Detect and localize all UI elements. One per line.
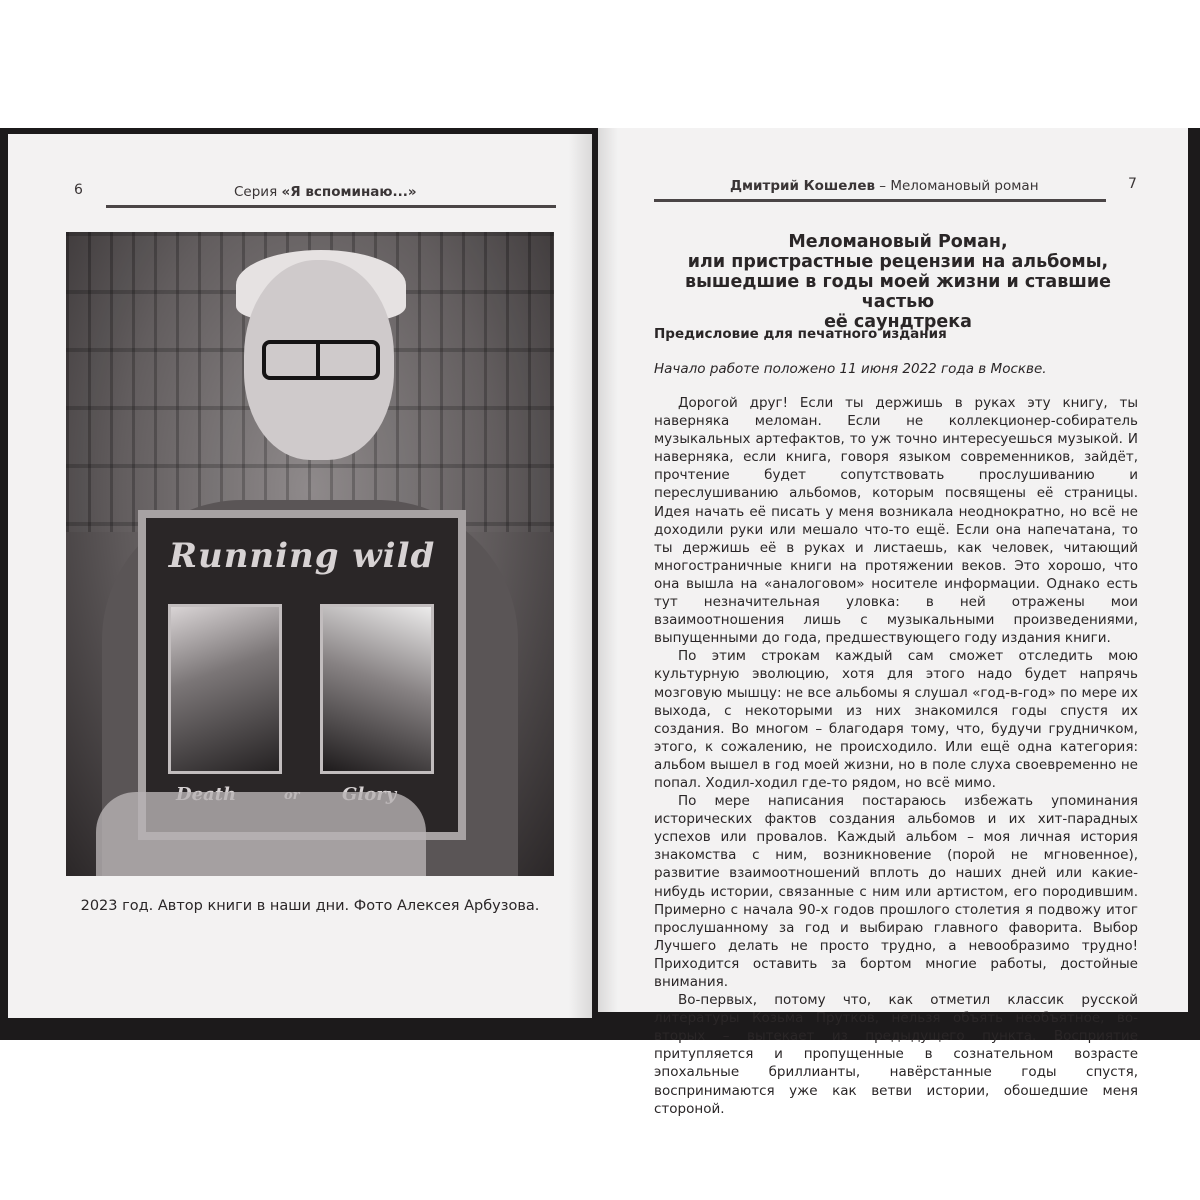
paragraph: По мере написания постараюсь избежать упоминания исторических фактов создания альбомов и их хит-парадных успехов или провалов. Каждый альбом – моя личная история знакомства с ним, возникновение (порой не мгновенное), развитие взаимоотношений вплоть до наших дней или какие-нибудь истории, связанные с ним или артистом, его породившим. Примерно с начала 90-х годов прошлого столетия я подвожу итог прослушанному за год и выбираю главного фаворита. Выбор Лучшего делать не просто трудно, а невообразимо трудно! Приходится оставить за бортом многие работы, достойные внимания. [654, 793, 1138, 990]
heading-line: или пристрастные рецензии на альбомы, [687, 252, 1109, 272]
album-left-panel [168, 604, 282, 774]
heading-line: её саундтрека [824, 312, 972, 332]
left-gutter-shadow [568, 134, 592, 1018]
paragraph: Дорогой друг! Если ты держишь в руках эту книгу, ты наверняка меломан. Если не коллекционер-собиратель музыкальных артефактов, то уж точно интересуешься музыкой. И наверняка, если книга, говоря языком современников, зайдёт, прочтение будет сопутствовать прослушиванию и переслушиванию альбомов, которым посвящены её страницы. Идея начать её писать у меня возникала неоднократно, но всё не доходили руки или мешало что-то ещё. Если она напечатана, то ты держишь её в руках и листаешь, как человек, читающий многостраничные книги на протяжении веков. Это хорошо, что она вышла на «аналоговом» носителе информации. Однако есть тут незначительная уловка: в ней отражены мои взаимоотношения лишь с музыкальными произведениями, выпущенными до года, предшествующего году издания книги. [654, 395, 1138, 647]
hands [96, 792, 426, 876]
right-page [598, 128, 1188, 1117]
heading-line: вышедшие в годы моей жизни и ставшие частью [685, 272, 1111, 312]
section-subheading: Предисловие для печатного издания [654, 326, 947, 342]
chapter-heading [648, 232, 1148, 332]
author-photo [66, 232, 554, 876]
author-name: Дмитрий Кошелев [730, 178, 876, 194]
album-right-panel [320, 604, 434, 774]
right-header-rule [654, 199, 1106, 202]
right-page-number: 7 [1128, 176, 1137, 192]
paragraph: Во-первых, потому что, как отметил классик русской литературы Козьма Прутков, нельзя объять необъятное, во-вторых – вытекает из предыдущего пункта. Восприятие притупляется и пропущенные в сознательном возрасте эпохальные бриллианты, навёрстанные годы спустя, воспринимаются уже как ветви истории, обошедшие меня стороной. [654, 992, 1138, 1117]
right-gutter-shadow [598, 128, 618, 1012]
right-running-head [598, 174, 1188, 202]
photo-caption: 2023 год. Автор книги в наши дни. Фото Алексея Арбузова. [80, 898, 540, 914]
series-name: «Я вспоминаю...» [281, 184, 417, 200]
album-cover [138, 510, 466, 840]
glasses [262, 340, 380, 380]
series-title: Серия «Я вспоминаю...» [234, 184, 417, 200]
left-header-rule [106, 205, 556, 208]
dateline: Начало работе положено 11 июня 2022 года в Москве. [654, 361, 1047, 377]
book-title-header: Дмитрий Кошелев – Меломановый роман [730, 178, 1039, 194]
left-running-head [8, 180, 592, 208]
paragraph: По этим строкам каждый сам сможет отследить мою культурную эволюцию, хотя для этого надо будет напрячь мозговую мышцу: не все альбомы я слушал «год-в-год» по мере их выхода, с некоторыми из них знакомился годы спустя их создания. Во многом – благодаря тому, что, будучи грудничком, этого, к сожалению, не происходило. Или ещё одна категория: альбом вышел в год моей жизни, но в поле слуха своевременно не попал. Ходил-ходил где-то рядом, но всё мимо. [654, 648, 1138, 791]
left-page [8, 134, 592, 1018]
album-band-logo: Running wild [168, 536, 436, 576]
left-page-number: 6 [74, 182, 83, 198]
book-spread [0, 128, 1200, 1117]
heading-line: Меломановый Роман, [788, 232, 1008, 252]
body-text [654, 394, 1138, 1118]
